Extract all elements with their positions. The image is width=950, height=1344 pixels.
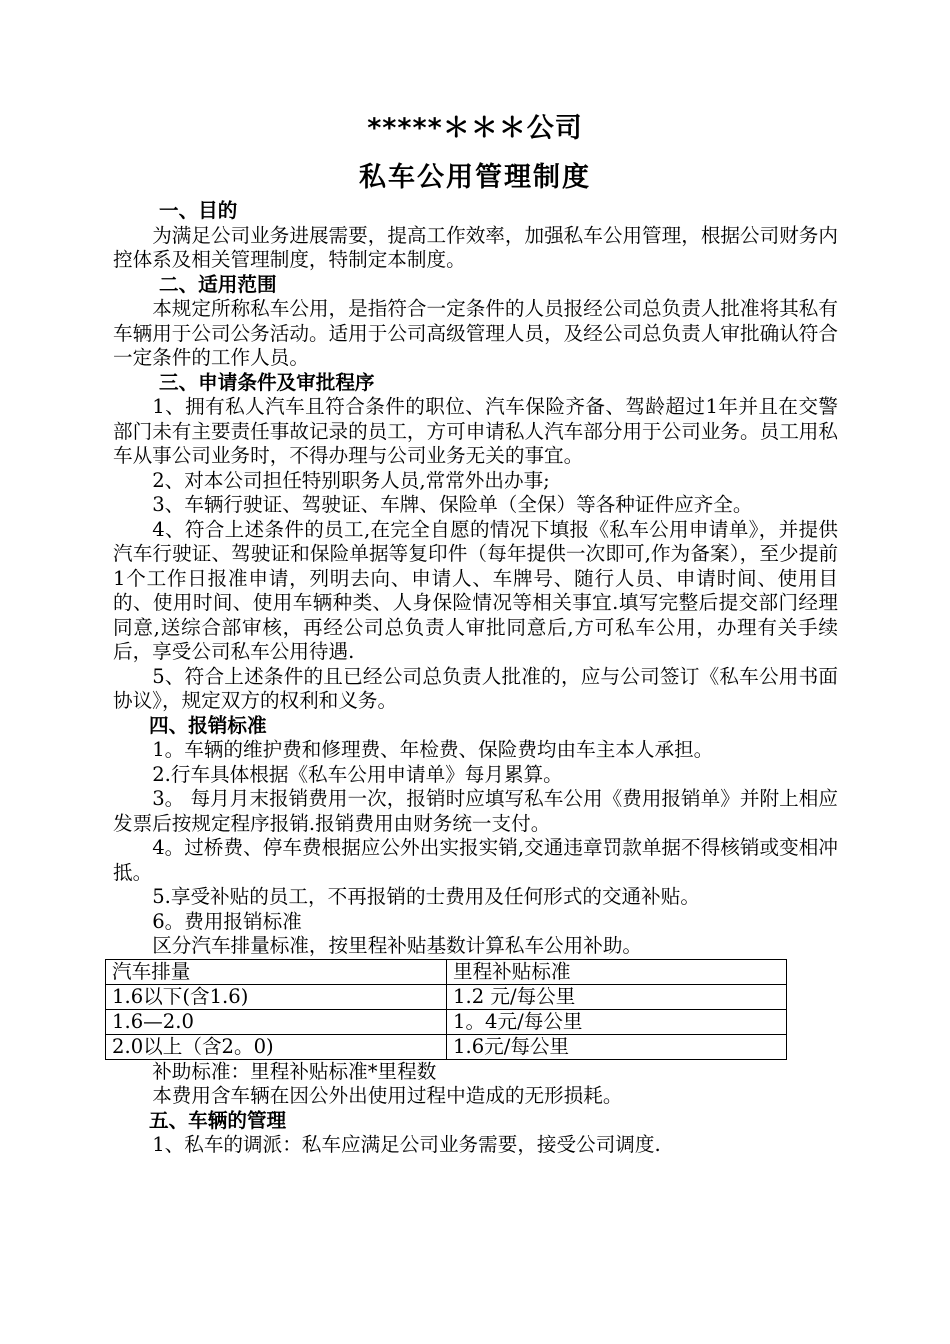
paragraph: 2.行车具体根据《私车公用申请单》每月累算。: [152, 762, 563, 786]
paragraph: 为满足公司业务进展需要，提高工作效率，加强私车公用管理，根据公司财务内控体系及相关管理制度，特制定本制度。: [113, 223, 838, 271]
paragraph: 补助标准：里程补贴标准*里程数: [152, 1059, 437, 1083]
company-name: *****＊＊＊公司: [367, 113, 583, 144]
table-row: [106, 1009, 787, 1034]
section-heading-scope: 二、适用范围: [159, 272, 277, 296]
paragraph: 3。 每月月末报销费用一次，报销时应填写私车公用《费用报销单》并附上相应发票后按规定程序报销.报销费用由财务统一支付。: [113, 787, 838, 835]
table-cell: 1。4元/每公里: [447, 1009, 787, 1034]
paragraph: 4。过桥费、停车费根据应公外出实报实销,交通违章罚款单据不得核销或变相冲抵。: [113, 836, 838, 884]
document-title: 私车公用管理制度: [359, 162, 591, 193]
table-header-cell: 汽车排量: [106, 959, 447, 984]
table-cell: 1.2 元/每公里: [447, 984, 787, 1009]
table-row: [106, 984, 787, 1009]
table-cell: 1.6以下(含1.6): [106, 984, 447, 1009]
paragraph: 1、私车的调派：私车应满足公司业务需要，接受公司调度.: [152, 1133, 661, 1156]
subsidy-rate-table: [105, 959, 787, 1060]
document-body: [113, 199, 838, 1158]
table-cell: 1.6元/每公里: [447, 1034, 787, 1059]
table-cell: 2.0以上（含2。0): [106, 1034, 447, 1059]
section-heading-purpose: 一、目的: [159, 199, 238, 222]
paragraph: 本费用含车辆在因公外出使用过程中造成的无形损耗。: [152, 1084, 623, 1107]
section-heading-application: 三、申请条件及审批程序: [159, 370, 375, 394]
section-heading-vehicle-management: 五、车辆的管理: [149, 1108, 287, 1132]
table-cell: 1.6—2.0: [106, 1009, 447, 1034]
paragraph: 5、符合上述条件的且已经公司总负责人批准的，应与公司签订《私车公用书面协议》，规定双方的权利和义务。: [113, 664, 838, 712]
table-header-cell: 里程补贴标准: [447, 959, 787, 984]
table-row: [106, 1034, 787, 1059]
paragraph: 5.享受补贴的员工，不再报销的士费用及任何形式的交通补贴。: [152, 885, 700, 908]
section-heading-reimbursement: 四、报销标准: [149, 713, 267, 737]
paragraph: 1。车辆的维护费和修理费、年检费、保险费均由车主本人承担。: [152, 738, 714, 761]
paragraph: 4、符合上述条件的员工,在完全自愿的情况下填报《私车公用申请单》，并提供汽车行驶证、驾驶证和保险单据等复印件（每年提供一次即可,作为备案），至少提前1个工作日报准申请，列明去向、申请人、车牌号、随行人员、申请时间、使用目的、使用时间、使用车辆种类、人身保险情况等相关事宜.填写完整后提交部门经理同意,送综合部审核，再经公司总负责人审批同意后,方可私车公用，办理有关手续后，享受公司私车公用待遇.: [113, 517, 838, 663]
paragraph: 1、拥有私人汽车且符合条件的职位、汽车保险齐备、驾龄超过1年并且在交警部门未有主要责任事故记录的员工，方可申请私人汽车部分用于公司业务。员工用私车从事公司业务时，不得办理与公司业务无关的事宜。: [113, 395, 838, 467]
paragraph: 本规定所称私车公用，是指符合一定条件的人员报经公司总负责人批准将其私有车辆用于公司公务活动。适用于公司高级管理人员，及经公司总负责人审批确认符合一定条件的工作人员。: [113, 297, 838, 369]
table-header-row: [106, 959, 787, 984]
paragraph: 区分汽车排量标准，按里程补贴基数计算私车公用补助。: [152, 934, 643, 957]
paragraph: 3、车辆行驶证、驾驶证、车牌、保险单（全保）等各种证件应齐全。: [152, 493, 753, 516]
paragraph: 2、对本公司担任特别职务人员,常常外出办事;: [152, 468, 550, 492]
paragraph: 6。费用报销标准: [152, 909, 302, 933]
